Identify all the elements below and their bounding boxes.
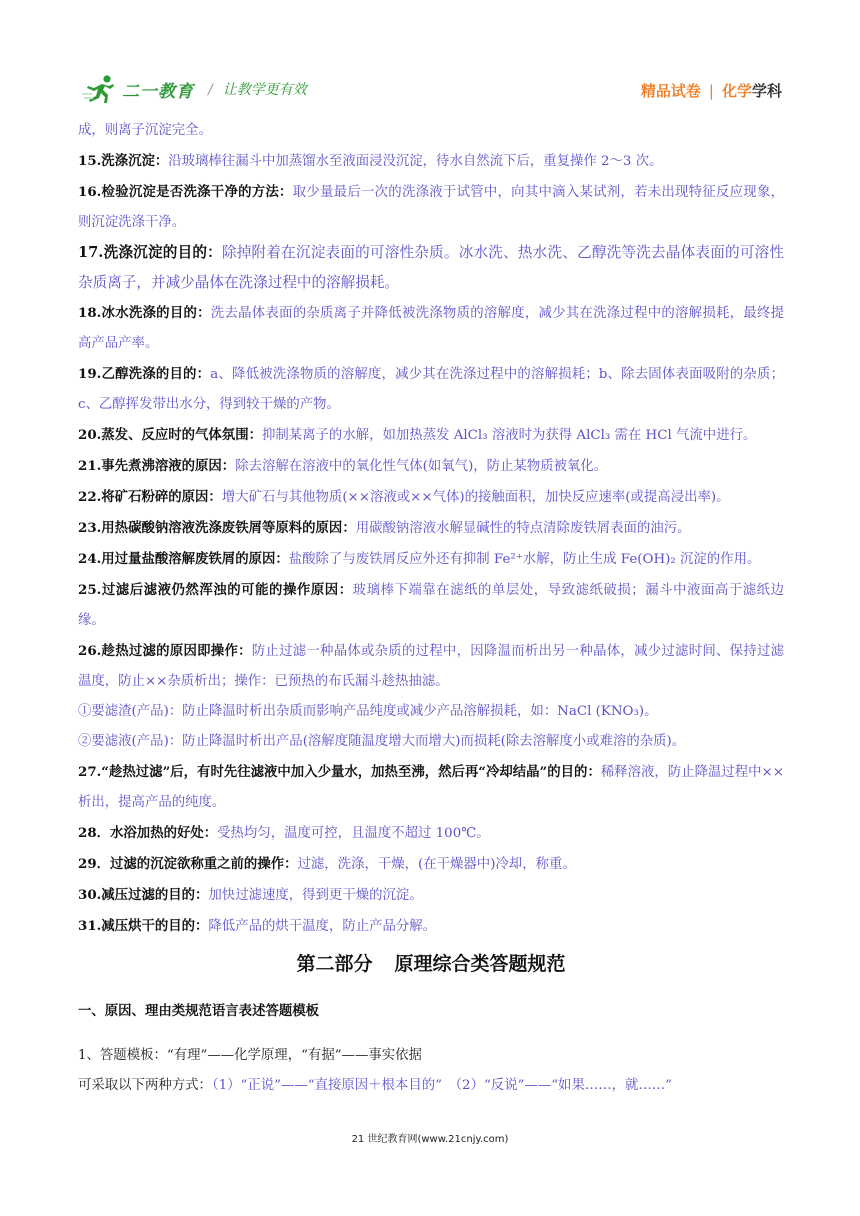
item-20 [78, 420, 784, 451]
item-value: 降低产品的烘干温度，防止产品分解。 [208, 919, 437, 934]
item-key: 17.洗涤沉淀的目的： [78, 244, 222, 261]
item-26-sub-2: ②要滤液(产品)：防止降温时析出产品(溶解度随温度增大而增大)而损耗(除去溶解度小或难溶的杂质)。 [78, 734, 686, 749]
item-value: 稀释溶液，防止降温过程中××析出，提高产品的纯度。 [78, 765, 784, 810]
item-key: 19.乙醇洗涤的目的： [78, 366, 211, 382]
item-value: 用碳酸钠溶液水解显碱性的特点清除废铁屑表面的油污。 [355, 521, 691, 536]
running-man-logo-icon [80, 74, 118, 104]
item-key: 28．水浴加热的好处： [78, 825, 218, 841]
ways-line [78, 1071, 784, 1101]
item-19 [78, 359, 784, 420]
item-value: 盐酸除了与废铁屑反应外还有抑制 Fe²⁺水解，防止生成 Fe(OH)₂ 沉淀的作用。 [288, 552, 761, 567]
item-17 [78, 238, 784, 298]
item-value: 玻璃棒下端靠在滤纸的单层处，导致滤纸破损；漏斗中液面高于滤纸边缘。 [78, 583, 785, 628]
item-key: 31.减压烘干的目的： [78, 918, 209, 934]
item-value: 取少量最后一次的洗涤液于试管中，向其中滴入某试剂，若未出现特征反应现象，则沉淀洗涤干净。 [78, 185, 784, 230]
item-15 [78, 146, 784, 177]
slogan-slash: / [208, 82, 213, 98]
item-value: 除掉附着在沉淀表面的可溶性杂质。冰水洗、热水洗、乙醇洗等洗去晶体表面的可溶性杂质离子，并减少晶体在洗涤过程中的溶解损耗。 [78, 244, 785, 291]
item-23 [78, 513, 784, 544]
section-heading: 一、原因、理由类规范语言表述答题模板 [78, 1004, 320, 1020]
item-27 [78, 757, 784, 818]
item-26-sub-1: ①要滤渣(产品)：防止降温时析出杂质而影响产品纯度或减少产品溶解损耗，如：NaCl (KNO₃)。 [78, 704, 658, 719]
tag-subject-suffix: 学科 [751, 82, 782, 100]
document-body [78, 116, 784, 1101]
tag-label: 精品试卷 [640, 82, 701, 100]
item-16 [78, 177, 784, 238]
item-key: 27.“趁热过滤”后，有时先往滤液中加入少量水，加热至沸，然后再“冷却结晶”的目的： [78, 764, 601, 780]
item-26 [78, 636, 784, 697]
item-21 [78, 451, 784, 482]
item-value: 防止过滤一种晶体或杂质的过程中，因降温而析出另一种晶体，减少过滤时间、保持过滤温度，防止××杂质析出；操作：已预热的布氏漏斗趁热抽滤。 [78, 644, 785, 689]
item-18 [78, 298, 784, 359]
item-22 [78, 482, 784, 513]
item-key: 16.检验沉淀是否洗涤干净的方法： [78, 184, 293, 200]
item-key: 29．过滤的沉淀欲称重之前的操作： [78, 856, 298, 872]
item-value: a、降低被洗涤物质的溶解度，减少其在洗涤过程中的溶解损耗；b、除去固体表面吸附的杂质；c、乙醇挥发带出水分，得到较干燥的产物。 [78, 367, 785, 412]
item-value: 过滤，洗涤，干燥，(在干燥器中)冷却，称重。 [297, 857, 576, 872]
item-value: 抑制某离子的水解，如加热蒸发 AlCl₃ 溶液时为获得 AlCl₃ 需在 HCl 气流中进行。 [261, 428, 757, 443]
logo [80, 74, 307, 104]
slogan [208, 79, 307, 99]
tag-separator: | [708, 82, 714, 100]
item-value: 除去溶解在溶液中的氧化性气体(如氧气)，防止某物质被氧化。 [235, 459, 608, 474]
item-value: 加快过滤速度，得到更干燥的沉淀。 [208, 888, 423, 903]
item-key: 21.事先煮沸溶液的原因： [78, 458, 236, 474]
item-29 [78, 849, 784, 880]
item-key: 25.过滤后滤液仍然浑浊的可能的操作原因： [78, 582, 353, 598]
template-label: 1、答题模板： [78, 1047, 167, 1063]
ways-label: 可采取以下两种方式： [78, 1077, 212, 1093]
item-31 [78, 911, 784, 942]
item-value: 增大矿石与其他物质(××溶液或××气体)的接触面积，加快反应速率(或提高浸出率)。 [221, 490, 730, 505]
part-title [78, 944, 784, 984]
page-header [80, 72, 782, 108]
item-key: 30.减压过滤的目的： [78, 887, 209, 903]
continued-line: 成，则离子沉淀完全。 [78, 123, 212, 138]
item-24 [78, 544, 784, 575]
ways-value: （1）“正说”——“直接原因＋根本目的” （2）“反说”——“如果……，就……” [211, 1077, 673, 1093]
item-key: 24.用过量盐酸溶解废铁屑的原因： [78, 551, 289, 567]
item-value: 洗去晶体表面的杂质离子并降低被洗涤物质的溶解度，减少其在洗涤过程中的溶解损耗，最终提高产品产率。 [78, 306, 785, 351]
item-25 [78, 575, 784, 636]
item-value: 沿玻璃棒往漏斗中加蒸馏水至液面浸没沉淀，待水自然流下后，重复操作 2～3 次。 [168, 154, 663, 169]
item-28 [78, 818, 784, 849]
item-key: 18.冰水洗涤的目的： [78, 305, 211, 321]
page-footer: 21 世纪教育网(www.21cnjy.com) [351, 1134, 509, 1145]
template-line [78, 1041, 784, 1071]
template-value: “有理”——化学原理，“有据”——事实依据 [166, 1047, 422, 1063]
item-value: 受热均匀，温度可控，且温度不超过 100℃。 [217, 826, 490, 841]
item-key: 26.趁热过滤的原因即操作： [78, 643, 252, 659]
item-key: 23.用热碳酸钠溶液洗涤废铁屑等原料的原因： [78, 520, 356, 536]
part-title-number: 第二部分 [296, 953, 373, 975]
item-key: 22.将矿石粉碎的原因： [78, 489, 222, 505]
header-tag [641, 80, 782, 101]
tag-subject: 化学 [721, 82, 752, 100]
item-30 [78, 880, 784, 911]
item-key: 15.洗涤沉淀： [78, 153, 169, 169]
brand-name: 二一教育 [122, 81, 194, 102]
slogan-text: 让教学更有效 [222, 82, 307, 98]
item-key: 20.蒸发、反应时的气体氛围： [78, 427, 262, 443]
part-title-text: 原理综合类答题规范 [394, 953, 566, 975]
